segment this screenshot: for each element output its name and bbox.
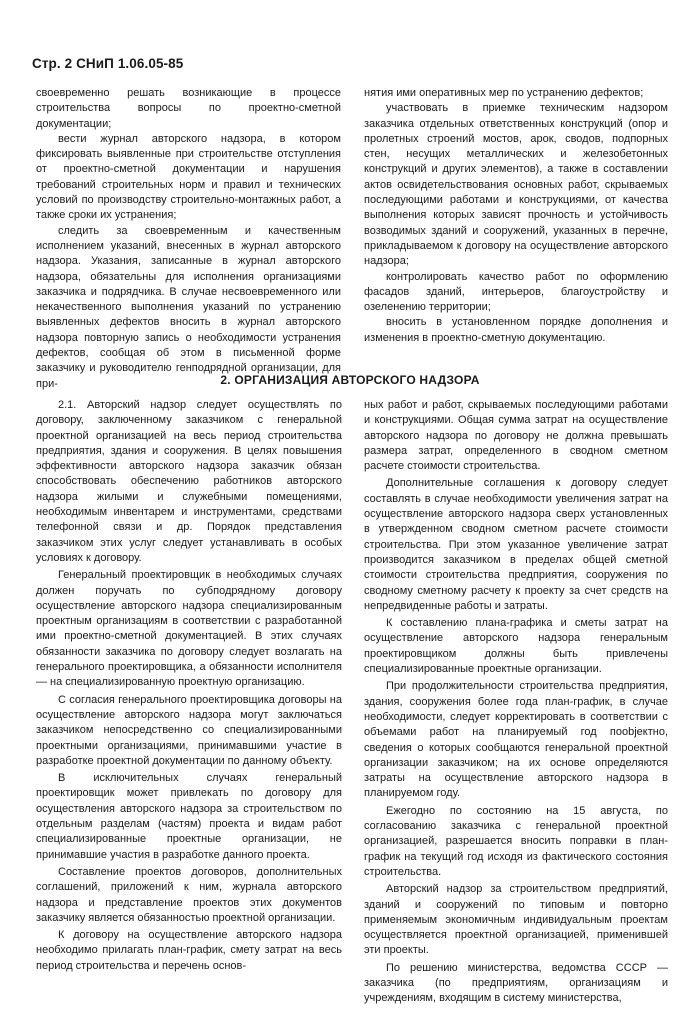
paragraph: вносить в установленном порядке дополнения и изменения в проектно-сметную документацию.	[364, 316, 668, 344]
paragraph: контролировать качество работ по оформлению фасадов зданий, интерьеров, благоустройству и озеленению территории;	[364, 270, 668, 314]
section-title: 2. ОРГАНИЗАЦИЯ АВТОРСКОГО НАДЗОРА	[220, 373, 480, 387]
paragraph: ных работ и работ, скрываемых последующими работами и конструкциями. Общая сумма затрат на осуществление авторского надзора по договору не должна превышать размера затрат, определенного в сводном сметном расчете стоимости строительства.	[364, 399, 668, 473]
top-left-column	[36, 86, 341, 392]
paragraph: нятия ими оперативных мер по устранению дефектов;	[364, 87, 644, 99]
paragraph: С согласия генерального проектировщика договоры на осуществление авторского надзора могут заключаться заказчиком непосредственно со специализированными проектными организациями, принимавшими участие в разработке проектной документации по данному объекту.	[36, 693, 342, 767]
paragraph: Дополнительные соглашения к договору следует составлять в случае необходимости увеличения затрат на осуществление авторского надзора сверх установленных в утвержденном сводном сметном расчете стоимости строительства. При этом указанное увеличение затрат производится заказчиком в пределах общей сметной стоимости строительства предприятия, сооружения по сводному сметному расчету к проекту за счет средств на непредвиденные работы и затраты.	[364, 477, 668, 612]
bottom-right-column	[364, 398, 668, 1009]
paragraph: участвовать в приемке техническим надзором заказчика отдельных ответственных конструкций (опор и пролетных строений мостов, арок, сводов, подпорных стен, несущих металлических и железобетонных конструкций и других элементов), а также в составлении актов освидетельствования основных работ, скрываемых последующими работами и конструкциями, от качества выполнения которых зависят прочность и устойчивость возводимых зданий и сооружений, указанных в перечне, прикладываемом к договору на осуществление авторского надзора;	[364, 102, 668, 268]
bottom-left-column	[36, 398, 342, 976]
paragraph: По решению министерства, ведомства СССР — заказчика (по предприятиям, организациям и учреждениям, входящим в систему министерства,	[364, 961, 668, 1005]
paragraph: Авторский надзор за строительством предприятий, зданий и сооружений по типовым и повторно применяемым экономичным индивидуальным проектам осуществляется проектной организацией, применившей эти проекты.	[364, 883, 668, 957]
paragraph: следить за своевременным и качественным исполнением указаний, внесенных в журнал авторского надзора. Указания, записанные в журнал авторского надзора, обязательны для исполнения организациями заказчика и подрядчика. В случае несвоевременного или некачественного выполнения указаний по устранению выявленных дефектов вносить в журнал авторского надзора повторную запись о необходимости устранения дефектов, сообщая об этом в письменной форме заказчику и руководителю генподрядной организации, для при-	[36, 224, 341, 390]
paragraph: В исключительных случаях генеральный проектировщик может привлекать по договору для осуществления авторского надзора за строительством по отдельным разделам (частям) проекта и видам работ специализированные проектные организации, не принимавшие участия в разработке данного проекта.	[36, 772, 342, 861]
top-right-column	[364, 86, 668, 346]
paragraph: При продолжительности строительства предприятия, здания, сооружения более года план-график, в случае необходимости, следует корректировать в соответствии с объемами работ на планируемый год поobjектно, сведения о которых сообщаются генеральной проектной организации заказчиком; на их основе определяются затраты на осуществление авторского надзора в планируемом году.	[364, 680, 668, 800]
paragraph: Ежегодно по состоянию на 15 августа, по согласованию заказчика с генеральной проектной организацией, разрешается вносить поправки в план-график на текущий год исходя из фактического состояния строительства.	[364, 804, 668, 878]
paragraph: К составлению плана-графика и сметы затрат на осуществление авторского надзора генеральным проектировщиком должны быть привлечены специализированные проектные организации.	[364, 617, 668, 676]
paragraph: своевременно решать возникающие в процессе строительства вопросы по проектно-сметной документации;	[36, 87, 341, 130]
page-header: Стр. 2 СНиП 1.06.05-85	[32, 56, 184, 71]
paragraph: вести журнал авторского надзора, в котором фиксировать выявленные при строительстве отступления от проектно-сметной документации и нарушения требований строительных норм и правил и технических условий по производству строительно-монтажных работ, а также сроки их устранения;	[36, 132, 341, 222]
paragraph: 2.1. Авторский надзор следует осуществлять по договору, заключенному заказчиком с генеральной проектной организацией на весь период строительства предприятия, здания и сооружения. В целях повышения эффективности авторского надзора заказчик обязан способствовать обеспечению работников авторского надзора жилыми и служебными помещениями, необходимым инвентарем и инструментами, средствами телефонной связи и др. Порядок представления заказчиком этих услуг следует устанавливать в особых условиях к договору.	[36, 399, 342, 564]
paragraph: Составление проектов договоров, дополнительных соглашений, приложений к ним, журнала авторского надзора и представление проектов этих документов заказчику является обязанностью проектной организации.	[36, 865, 342, 924]
paragraph: Генеральный проектировщик в необходимых случаях должен поручать по субподрядному договору осуществление авторского надзора специализированным проектным организациям в соответствии с разработанной ими проектно-сметной документацией. В этих случаях обязанности заказчика по договору следует возлагать на генерального проектировщика, а обязанности исполнителя — на специализированную проектную организацию.	[36, 569, 342, 689]
paragraph: К договору на осуществление авторского надзора необходимо прилагать план-график, смету затрат на весь период строительства и перечень основ-	[36, 929, 342, 972]
